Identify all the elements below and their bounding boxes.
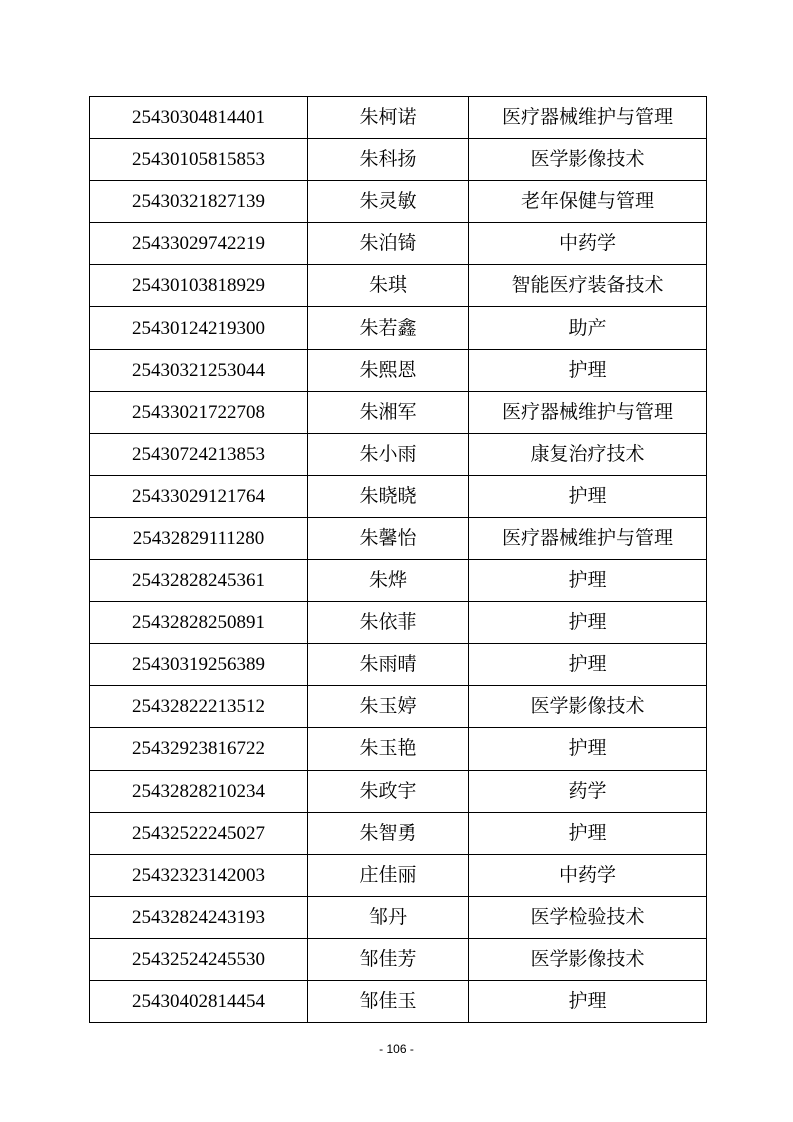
student-id-cell: 25433021722708	[90, 391, 308, 433]
major-cell: 助产	[469, 307, 707, 349]
student-id-cell: 25432828250891	[90, 602, 308, 644]
major-cell: 医学检验技术	[469, 896, 707, 938]
table-row	[90, 686, 707, 728]
student-id-cell: 25430103818929	[90, 265, 308, 307]
major-cell: 老年保健与管理	[469, 181, 707, 223]
major-cell: 医学影像技术	[469, 139, 707, 181]
table-row	[90, 938, 707, 980]
student-roster-table	[89, 96, 707, 1023]
roster-table-body	[90, 97, 707, 1023]
major-cell: 护理	[469, 728, 707, 770]
student-name-cell: 朱柯诺	[308, 97, 469, 139]
student-name-cell: 朱湘军	[308, 391, 469, 433]
student-id-cell: 25432323142003	[90, 854, 308, 896]
major-cell: 护理	[469, 475, 707, 517]
table-row	[90, 896, 707, 938]
table-row	[90, 433, 707, 475]
major-cell: 医学影像技术	[469, 938, 707, 980]
table-row	[90, 97, 707, 139]
table-row	[90, 265, 707, 307]
student-name-cell: 朱政宇	[308, 770, 469, 812]
table-row	[90, 139, 707, 181]
student-id-cell: 25432824243193	[90, 896, 308, 938]
major-cell: 医疗器械维护与管理	[469, 97, 707, 139]
student-id-cell: 25430402814454	[90, 980, 308, 1022]
student-id-cell: 25430724213853	[90, 433, 308, 475]
student-name-cell: 朱晓晓	[308, 475, 469, 517]
student-name-cell: 朱馨怡	[308, 517, 469, 559]
major-cell: 医疗器械维护与管理	[469, 391, 707, 433]
student-id-cell: 25430304814401	[90, 97, 308, 139]
student-id-cell: 25433029742219	[90, 223, 308, 265]
student-name-cell: 朱若鑫	[308, 307, 469, 349]
major-cell: 药学	[469, 770, 707, 812]
student-id-cell: 25432923816722	[90, 728, 308, 770]
student-id-cell: 25432828245361	[90, 560, 308, 602]
major-cell: 护理	[469, 812, 707, 854]
student-name-cell: 邹丹	[308, 896, 469, 938]
student-name-cell: 邹佳芳	[308, 938, 469, 980]
major-cell: 医学影像技术	[469, 686, 707, 728]
student-name-cell: 朱灵敏	[308, 181, 469, 223]
student-id-cell: 25432524245530	[90, 938, 308, 980]
table-row	[90, 307, 707, 349]
student-id-cell: 25433029121764	[90, 475, 308, 517]
table-row	[90, 560, 707, 602]
student-id-cell: 25432829111280	[90, 517, 308, 559]
student-id-cell: 25430319256389	[90, 644, 308, 686]
student-name-cell: 朱玉艳	[308, 728, 469, 770]
table-row	[90, 475, 707, 517]
major-cell: 护理	[469, 980, 707, 1022]
student-name-cell: 朱智勇	[308, 812, 469, 854]
student-name-cell: 朱科扬	[308, 139, 469, 181]
major-cell: 护理	[469, 560, 707, 602]
major-cell: 护理	[469, 644, 707, 686]
major-cell: 中药学	[469, 854, 707, 896]
page-number: - 106 -	[379, 1042, 414, 1056]
student-name-cell: 朱玉婷	[308, 686, 469, 728]
table-row	[90, 181, 707, 223]
student-id-cell: 25432522245027	[90, 812, 308, 854]
student-name-cell: 朱小雨	[308, 433, 469, 475]
student-name-cell: 朱琪	[308, 265, 469, 307]
student-name-cell: 朱依菲	[308, 602, 469, 644]
table-row	[90, 854, 707, 896]
student-name-cell: 庄佳丽	[308, 854, 469, 896]
student-name-cell: 朱熙恩	[308, 349, 469, 391]
student-name-cell: 朱烨	[308, 560, 469, 602]
table-row	[90, 770, 707, 812]
student-name-cell: 邹佳玉	[308, 980, 469, 1022]
table-row	[90, 517, 707, 559]
major-cell: 中药学	[469, 223, 707, 265]
major-cell: 医疗器械维护与管理	[469, 517, 707, 559]
major-cell: 智能医疗装备技术	[469, 265, 707, 307]
student-name-cell: 朱雨晴	[308, 644, 469, 686]
major-cell: 护理	[469, 349, 707, 391]
table-row	[90, 644, 707, 686]
student-id-cell: 25430321253044	[90, 349, 308, 391]
student-id-cell: 25430124219300	[90, 307, 308, 349]
student-id-cell: 25432828210234	[90, 770, 308, 812]
table-row	[90, 728, 707, 770]
table-row	[90, 980, 707, 1022]
major-cell: 护理	[469, 602, 707, 644]
major-cell: 康复治疗技术	[469, 433, 707, 475]
student-id-cell: 25430105815853	[90, 139, 308, 181]
table-row	[90, 812, 707, 854]
table-row	[90, 391, 707, 433]
student-id-cell: 25432822213512	[90, 686, 308, 728]
student-id-cell: 25430321827139	[90, 181, 308, 223]
table-row	[90, 602, 707, 644]
student-name-cell: 朱泊锜	[308, 223, 469, 265]
table-row	[90, 349, 707, 391]
table-row	[90, 223, 707, 265]
